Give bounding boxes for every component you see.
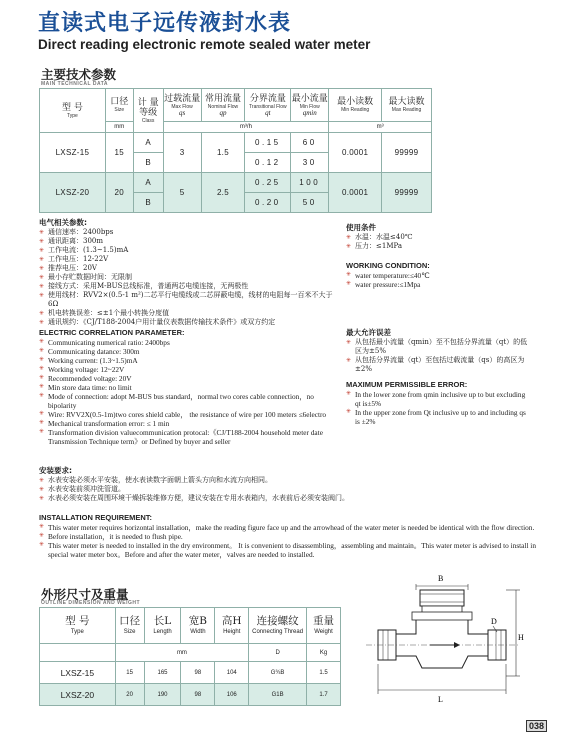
page-title: 直读式电子远传液封水表 bbox=[38, 11, 292, 36]
error-en-block: MAXIMUM PERMISSIBLE ERROR: ✳ In the lower zone from qmin inclusive up to but excluding qt is±5% ✳ In the upper zone from Qt inclusive up to and including qs is ±2% bbox=[346, 379, 531, 426]
dims-section-subtitle: OUTLINE DIMENSION AND WEIGHT bbox=[41, 600, 141, 606]
col-nominal-flow: 常用流量 Nominal Flow qp bbox=[201, 89, 245, 122]
dim-col-length: 长L Length bbox=[144, 608, 181, 644]
tech-section-title: 主要技术参数 bbox=[41, 67, 117, 82]
dim-col-type: 型 号 Type bbox=[40, 608, 116, 644]
table-row: LXSZ-20 20 190 98 106 G1B 1.7 bbox=[40, 684, 341, 706]
table-row: LXSZ-15 15 A 3 1.5 0.15 60 0.0001 99999 bbox=[40, 133, 432, 153]
col-transitional-flow: 分界流量 Transitional Flow qt bbox=[245, 89, 291, 122]
col-max-reading: 最大读数 Max Reading bbox=[382, 89, 432, 122]
install-cn-block: 安装要求: ✳ 水表安装必须水平安装，使水表读数字面朝上箭头方向和水流方向相同。 ✳ 水表安装前须冲洗管道。 ✳ 水表必须安装在周围环境干燥拆装维修方便，建议安装在专用水表箱内，水表前后必须安装阀门。 bbox=[39, 466, 559, 503]
label-l: L bbox=[438, 695, 443, 704]
electrical-cn-block: 电气相关参数: ✳ 通信速率：2400bps ✳ 通讯距离：300m ✳ 工作电流：(1.3~1.5)mA ✳ 工作电压：12-22V ✳ 推荐电压：20V ✳ 最小存贮数据时间：无限制 ✳ 接线方式：采用M-BUS总线标准，普通两芯电缆连接，无两极性 ✳ 使用线材：RVV2×(0.5-1 m²)二芯平行电缆线或二芯屏蔽电缆，线材的电阻每一百米不大于6Ω ✳ 机电转换误差：≤±1个最小转换分度值 ✳ 通讯规约：《CJ/T188-2004户用计量仪表数据传输技术条件》或双方约定 bbox=[39, 218, 339, 327]
table-row: B 0.12 30 bbox=[40, 153, 432, 173]
col-min-flow: 最小流量 Min Flow qmin bbox=[291, 89, 329, 122]
dim-col-thread: 连接螺纹 Connecting Thread bbox=[249, 608, 307, 644]
dim-unit-d: D bbox=[249, 644, 307, 662]
dim-unit-mm: mm bbox=[115, 644, 249, 662]
dim-col-weight: 重量 Weight bbox=[307, 608, 341, 644]
col-class: 计 量 等级 Class bbox=[133, 89, 163, 133]
table-row: LXSZ-20 20 A 5 2.5 0.25 100 0.0001 99999 bbox=[40, 173, 432, 193]
dim-col-width: 宽B Width bbox=[181, 608, 215, 644]
label-d: D bbox=[491, 617, 497, 626]
label-b: B bbox=[438, 574, 444, 583]
unit-flow: m³/h bbox=[163, 122, 329, 133]
dim-col-size: 口径 Size bbox=[115, 608, 144, 644]
page-subtitle: Direct reading electronic remote sealed water meter bbox=[38, 37, 371, 52]
col-caliber: 口径 Size bbox=[105, 89, 133, 122]
tech-section-subtitle: MAIN TECHNICAL DATA bbox=[41, 81, 108, 87]
error-cn-block: 最大允许误差 ✳ 从包括最小流量（qmin）至不包括分界流量（qt）的低区为±5% ✳ 从包括分界流量（qt）至包括过载流量（qs）的高区为±2% bbox=[346, 328, 531, 374]
dim-unit-kg: Kg bbox=[307, 644, 341, 662]
water-meter-drawing bbox=[358, 572, 530, 708]
col-overload-flow: 过载流量 Max Flow qs bbox=[163, 89, 201, 122]
unit-mm: mm bbox=[105, 122, 133, 133]
table-row: LXSZ-15 15 165 98 104 G¾B 1.5 bbox=[40, 662, 341, 684]
dim-col-height: 高H Height bbox=[215, 608, 249, 644]
install-en-block: INSTALLATION REQUIREMENT: ✳ This water meter requires horizontal installation，make the reading figure face up and the arrowhead of the water meter is needed be identical with the flow direction. ✳ Before installation，it is needed to flush pipe. ✳ This water meter is needed to installed in the dry environment。 It is convenient to disassembling，assembling and maintain。This water meter is advised to install in special water meter box。Before and after the water meter，valves are needed to installed. bbox=[39, 512, 554, 559]
electrical-en-block: ELECTRIC CORRELATION PARAMETER: ✳ Communicating numerical ratio: 2400bps ✳ Communicating datance: 300m ✳ Working current: (1.3~1.5)mA ✳ Working voltage: 12~22V ✳ Recommended voltage: 20V ✳ Min store data time: no limit ✳ Mode of connection: adopt M-BUS bus standard，normal two cores cable connection，no bipolarity ✳ Wire: RVV2X(0.5-1m)two cores shield cable， the resistance of wire per 100 meters ≤6electro ✳ Mechanical transformation error: ≤ 1 min ✳ Transformation division valuecommunication protocal:《CJ/T188-2004 household meter date Transmission Technique term》or Defined by buyer and seller bbox=[39, 327, 339, 446]
col-min-reading: 最小读数 Min Reading bbox=[329, 89, 382, 122]
dimension-table bbox=[39, 607, 341, 706]
page-number: 038 bbox=[526, 720, 547, 732]
col-type: 型 号 Type bbox=[40, 89, 106, 133]
usage-en-block: WORKING CONDITION: ✳ water temperature:≤40℃ ✳ water pressure:≤1Mpa bbox=[346, 260, 546, 289]
usage-cn-block: 使用条件 ✳ 水温：水温≤40℃ ✳ 压力：≤1MPa bbox=[346, 223, 546, 251]
table-row: B 0.20 50 bbox=[40, 193, 432, 213]
label-h: H bbox=[518, 633, 524, 642]
dims-section-title: 外形尺寸及重量 bbox=[41, 587, 129, 602]
spec-table bbox=[39, 88, 432, 213]
unit-reading: m³ bbox=[329, 122, 432, 133]
